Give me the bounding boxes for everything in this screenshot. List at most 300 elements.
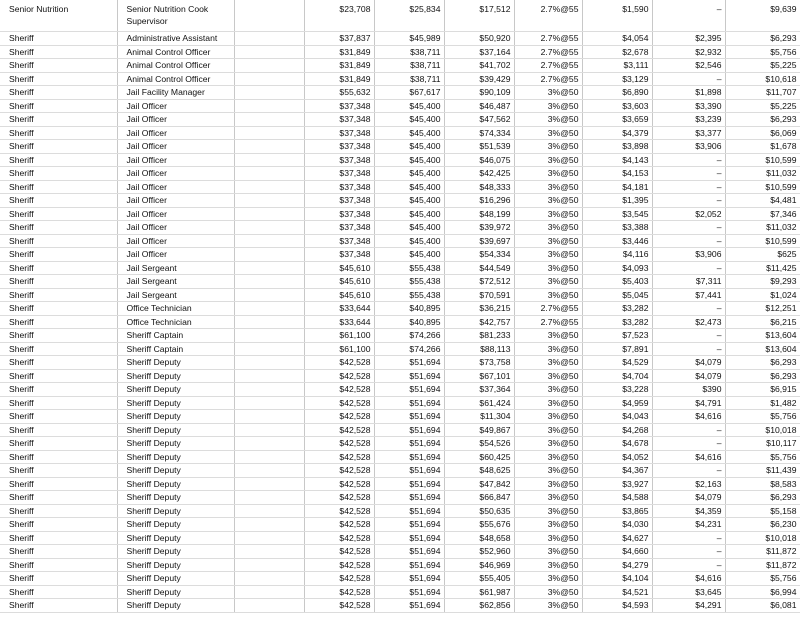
job-title-cell: Animal Control Officer — [117, 59, 234, 73]
min-salary-cell: $42,528 — [304, 437, 374, 451]
pension-formula-cell: 3%@50 — [514, 86, 582, 100]
overtime-cell: $4,079 — [652, 369, 725, 383]
actual-salary-cell: $46,487 — [444, 99, 514, 113]
benefits-cell: $7,346 — [725, 207, 800, 221]
job-title-cell: Sheriff Captain — [117, 342, 234, 356]
job-title-cell: Jail Officer — [117, 99, 234, 113]
actual-salary-cell: $48,199 — [444, 207, 514, 221]
pension-cost-cell: $4,043 — [582, 410, 652, 424]
overtime-cell: – — [652, 329, 725, 343]
min-salary-cell: $42,528 — [304, 396, 374, 410]
actual-salary-cell: $51,539 — [444, 140, 514, 154]
pension-formula-cell: 3%@50 — [514, 504, 582, 518]
table-row — [0, 437, 800, 451]
blank-cell — [234, 410, 304, 424]
max-salary-cell: $38,711 — [374, 45, 444, 59]
max-salary-cell: $51,694 — [374, 585, 444, 599]
overtime-cell: $4,359 — [652, 504, 725, 518]
max-salary-cell: $45,400 — [374, 167, 444, 181]
actual-salary-cell: $72,512 — [444, 275, 514, 289]
job-title-cell: Sheriff Deputy — [117, 558, 234, 572]
benefits-cell: $5,756 — [725, 450, 800, 464]
department-cell: Sheriff — [0, 464, 117, 478]
benefits-cell: $10,018 — [725, 531, 800, 545]
pension-formula-cell: 2.7%@55 — [514, 59, 582, 73]
min-salary-cell: $37,348 — [304, 113, 374, 127]
job-title-cell: Sheriff Deputy — [117, 369, 234, 383]
blank-cell — [234, 437, 304, 451]
blank-cell — [234, 261, 304, 275]
pension-cost-cell: $3,603 — [582, 99, 652, 113]
pension-formula-cell: 2.7%@55 — [514, 45, 582, 59]
department-cell: Sheriff — [0, 126, 117, 140]
actual-salary-cell: $61,424 — [444, 396, 514, 410]
actual-salary-cell: $48,333 — [444, 180, 514, 194]
blank-cell — [234, 180, 304, 194]
department-cell: Sheriff — [0, 396, 117, 410]
overtime-cell: – — [652, 437, 725, 451]
blank-cell — [234, 288, 304, 302]
benefits-cell: $11,872 — [725, 545, 800, 559]
pension-cost-cell: $4,521 — [582, 585, 652, 599]
pension-cost-cell: $4,181 — [582, 180, 652, 194]
job-title-cell: Jail Officer — [117, 221, 234, 235]
pension-cost-cell: $4,379 — [582, 126, 652, 140]
department-cell: Senior Nutrition — [0, 0, 117, 32]
department-cell: Sheriff — [0, 45, 117, 59]
max-salary-cell: $51,694 — [374, 437, 444, 451]
job-title-cell: Sheriff Deputy — [117, 531, 234, 545]
max-salary-cell: $51,694 — [374, 369, 444, 383]
job-title-cell: Sheriff Deputy — [117, 464, 234, 478]
department-cell: Sheriff — [0, 194, 117, 208]
pension-formula-cell: 3%@50 — [514, 572, 582, 586]
pension-formula-cell: 2.7%@55 — [514, 0, 582, 32]
table-row — [0, 302, 800, 316]
job-title-cell: Jail Officer — [117, 153, 234, 167]
pension-cost-cell: $3,388 — [582, 221, 652, 235]
department-cell: Sheriff — [0, 423, 117, 437]
pension-cost-cell: $4,627 — [582, 531, 652, 545]
blank-cell — [234, 477, 304, 491]
table-row — [0, 0, 800, 32]
blank-cell — [234, 72, 304, 86]
blank-cell — [234, 32, 304, 46]
actual-salary-cell: $73,758 — [444, 356, 514, 370]
max-salary-cell: $74,266 — [374, 329, 444, 343]
department-cell: Sheriff — [0, 342, 117, 356]
blank-cell — [234, 531, 304, 545]
overtime-cell: $4,231 — [652, 518, 725, 532]
table-row — [0, 518, 800, 532]
min-salary-cell: $31,849 — [304, 59, 374, 73]
table-row — [0, 248, 800, 262]
pension-formula-cell: 3%@50 — [514, 410, 582, 424]
min-salary-cell: $42,528 — [304, 410, 374, 424]
blank-cell — [234, 342, 304, 356]
pension-formula-cell: 3%@50 — [514, 99, 582, 113]
blank-cell — [234, 315, 304, 329]
pension-formula-cell: 3%@50 — [514, 275, 582, 289]
job-title-cell: Senior Nutrition Cook Supervisor — [117, 0, 234, 32]
actual-salary-cell: $47,842 — [444, 477, 514, 491]
department-cell: Sheriff — [0, 383, 117, 397]
job-title-cell: Jail Officer — [117, 140, 234, 154]
pension-formula-cell: 3%@50 — [514, 464, 582, 478]
blank-cell — [234, 329, 304, 343]
department-cell: Sheriff — [0, 315, 117, 329]
max-salary-cell: $51,694 — [374, 477, 444, 491]
overtime-cell: $3,377 — [652, 126, 725, 140]
pension-cost-cell: $3,659 — [582, 113, 652, 127]
max-salary-cell: $51,694 — [374, 572, 444, 586]
benefits-cell: $5,158 — [725, 504, 800, 518]
department-cell: Sheriff — [0, 356, 117, 370]
department-cell: Sheriff — [0, 491, 117, 505]
table-row — [0, 410, 800, 424]
overtime-cell: $4,791 — [652, 396, 725, 410]
table-row — [0, 329, 800, 343]
overtime-cell: $3,239 — [652, 113, 725, 127]
pension-cost-cell: $4,678 — [582, 437, 652, 451]
overtime-cell: – — [652, 72, 725, 86]
pension-cost-cell: $4,704 — [582, 369, 652, 383]
blank-cell — [234, 423, 304, 437]
blank-cell — [234, 194, 304, 208]
min-salary-cell: $42,528 — [304, 504, 374, 518]
overtime-cell: – — [652, 531, 725, 545]
overtime-cell: $2,932 — [652, 45, 725, 59]
job-title-cell: Jail Officer — [117, 207, 234, 221]
pension-cost-cell: $7,523 — [582, 329, 652, 343]
pension-cost-cell: $4,529 — [582, 356, 652, 370]
benefits-cell: $1,482 — [725, 396, 800, 410]
department-cell: Sheriff — [0, 410, 117, 424]
job-title-cell: Sheriff Deputy — [117, 477, 234, 491]
actual-salary-cell: $42,757 — [444, 315, 514, 329]
pension-formula-cell: 3%@50 — [514, 329, 582, 343]
benefits-cell: $6,215 — [725, 315, 800, 329]
table-row — [0, 221, 800, 235]
benefits-cell: $10,599 — [725, 234, 800, 248]
pension-cost-cell: $5,403 — [582, 275, 652, 289]
pension-cost-cell: $3,111 — [582, 59, 652, 73]
actual-salary-cell: $48,658 — [444, 531, 514, 545]
pension-formula-cell: 3%@50 — [514, 585, 582, 599]
overtime-cell: – — [652, 545, 725, 559]
benefits-cell: $6,081 — [725, 599, 800, 613]
table-row — [0, 464, 800, 478]
benefits-cell: $5,756 — [725, 45, 800, 59]
benefits-cell: $10,018 — [725, 423, 800, 437]
blank-cell — [234, 113, 304, 127]
table-row — [0, 234, 800, 248]
actual-salary-cell: $42,425 — [444, 167, 514, 181]
benefits-cell: $13,604 — [725, 342, 800, 356]
actual-salary-cell: $39,972 — [444, 221, 514, 235]
department-cell: Sheriff — [0, 207, 117, 221]
actual-salary-cell: $66,847 — [444, 491, 514, 505]
actual-salary-cell: $60,425 — [444, 450, 514, 464]
max-salary-cell: $51,694 — [374, 396, 444, 410]
department-cell: Sheriff — [0, 504, 117, 518]
actual-salary-cell: $50,920 — [444, 32, 514, 46]
blank-cell — [234, 302, 304, 316]
table-row — [0, 261, 800, 275]
max-salary-cell: $45,400 — [374, 140, 444, 154]
max-salary-cell: $40,895 — [374, 315, 444, 329]
pension-cost-cell: $4,054 — [582, 32, 652, 46]
job-title-cell: Sheriff Deputy — [117, 518, 234, 532]
department-cell: Sheriff — [0, 558, 117, 572]
max-salary-cell: $51,694 — [374, 545, 444, 559]
benefits-cell: $12,251 — [725, 302, 800, 316]
pension-formula-cell: 3%@50 — [514, 545, 582, 559]
department-cell: Sheriff — [0, 72, 117, 86]
blank-cell — [234, 99, 304, 113]
overtime-cell: $2,395 — [652, 32, 725, 46]
overtime-cell: – — [652, 558, 725, 572]
overtime-cell: $1,898 — [652, 86, 725, 100]
job-title-cell: Jail Sergeant — [117, 288, 234, 302]
pension-cost-cell: $1,590 — [582, 0, 652, 32]
table-row — [0, 113, 800, 127]
job-title-cell: Sheriff Deputy — [117, 585, 234, 599]
pension-formula-cell: 3%@50 — [514, 153, 582, 167]
job-title-cell: Animal Control Officer — [117, 72, 234, 86]
pension-formula-cell: 3%@50 — [514, 599, 582, 613]
actual-salary-cell: $16,296 — [444, 194, 514, 208]
actual-salary-cell: $81,233 — [444, 329, 514, 343]
max-salary-cell: $51,694 — [374, 531, 444, 545]
benefits-cell: $10,599 — [725, 153, 800, 167]
pension-formula-cell: 3%@50 — [514, 234, 582, 248]
benefits-cell: $1,678 — [725, 140, 800, 154]
department-cell: Sheriff — [0, 59, 117, 73]
pension-formula-cell: 3%@50 — [514, 342, 582, 356]
blank-cell — [234, 518, 304, 532]
min-salary-cell: $42,528 — [304, 356, 374, 370]
pension-formula-cell: 3%@50 — [514, 491, 582, 505]
benefits-cell: $6,293 — [725, 491, 800, 505]
benefits-cell: $11,425 — [725, 261, 800, 275]
min-salary-cell: $37,348 — [304, 207, 374, 221]
job-title-cell: Jail Officer — [117, 180, 234, 194]
pension-cost-cell: $3,282 — [582, 302, 652, 316]
overtime-cell: – — [652, 167, 725, 181]
actual-salary-cell: $55,405 — [444, 572, 514, 586]
overtime-cell: $2,163 — [652, 477, 725, 491]
max-salary-cell: $40,895 — [374, 302, 444, 316]
table-row — [0, 423, 800, 437]
department-cell: Sheriff — [0, 234, 117, 248]
actual-salary-cell: $54,334 — [444, 248, 514, 262]
max-salary-cell: $51,694 — [374, 464, 444, 478]
max-salary-cell: $51,694 — [374, 504, 444, 518]
benefits-cell: $4,481 — [725, 194, 800, 208]
pension-formula-cell: 3%@50 — [514, 369, 582, 383]
min-salary-cell: $33,644 — [304, 302, 374, 316]
min-salary-cell: $37,348 — [304, 248, 374, 262]
pension-formula-cell: 3%@50 — [514, 531, 582, 545]
actual-salary-cell: $88,113 — [444, 342, 514, 356]
job-title-cell: Sheriff Deputy — [117, 572, 234, 586]
overtime-cell: $3,906 — [652, 248, 725, 262]
table-row — [0, 545, 800, 559]
pension-cost-cell: $3,898 — [582, 140, 652, 154]
pension-cost-cell: $3,282 — [582, 315, 652, 329]
table-row — [0, 275, 800, 289]
job-title-cell: Sheriff Captain — [117, 329, 234, 343]
pension-cost-cell: $4,660 — [582, 545, 652, 559]
pension-formula-cell: 3%@50 — [514, 167, 582, 181]
overtime-cell: – — [652, 261, 725, 275]
blank-cell — [234, 140, 304, 154]
actual-salary-cell: $39,697 — [444, 234, 514, 248]
table-row — [0, 288, 800, 302]
blank-cell — [234, 396, 304, 410]
pension-cost-cell: $6,890 — [582, 86, 652, 100]
overtime-cell: – — [652, 423, 725, 437]
actual-salary-cell: $55,676 — [444, 518, 514, 532]
department-cell: Sheriff — [0, 531, 117, 545]
max-salary-cell: $51,694 — [374, 558, 444, 572]
overtime-cell: – — [652, 153, 725, 167]
pension-cost-cell: $4,104 — [582, 572, 652, 586]
actual-salary-cell: $37,364 — [444, 383, 514, 397]
min-salary-cell: $37,348 — [304, 194, 374, 208]
job-title-cell: Sheriff Deputy — [117, 491, 234, 505]
benefits-cell: $5,756 — [725, 572, 800, 586]
actual-salary-cell: $17,512 — [444, 0, 514, 32]
actual-salary-cell: $74,334 — [444, 126, 514, 140]
overtime-cell: $2,546 — [652, 59, 725, 73]
job-title-cell: Sheriff Deputy — [117, 437, 234, 451]
actual-salary-cell: $46,075 — [444, 153, 514, 167]
table-row — [0, 153, 800, 167]
benefits-cell: $6,994 — [725, 585, 800, 599]
job-title-cell: Sheriff Deputy — [117, 356, 234, 370]
actual-salary-cell: $11,304 — [444, 410, 514, 424]
min-salary-cell: $61,100 — [304, 342, 374, 356]
department-cell: Sheriff — [0, 99, 117, 113]
max-salary-cell: $45,400 — [374, 248, 444, 262]
pension-cost-cell: $4,593 — [582, 599, 652, 613]
max-salary-cell: $45,400 — [374, 99, 444, 113]
max-salary-cell: $67,617 — [374, 86, 444, 100]
min-salary-cell: $37,348 — [304, 221, 374, 235]
min-salary-cell: $42,528 — [304, 383, 374, 397]
department-cell: Sheriff — [0, 518, 117, 532]
department-cell: Sheriff — [0, 437, 117, 451]
department-cell: Sheriff — [0, 180, 117, 194]
min-salary-cell: $42,528 — [304, 531, 374, 545]
job-title-cell: Sheriff Deputy — [117, 410, 234, 424]
min-salary-cell: $37,348 — [304, 153, 374, 167]
department-cell: Sheriff — [0, 599, 117, 613]
blank-cell — [234, 59, 304, 73]
min-salary-cell: $31,849 — [304, 45, 374, 59]
pension-cost-cell: $2,678 — [582, 45, 652, 59]
min-salary-cell: $42,528 — [304, 464, 374, 478]
pension-formula-cell: 3%@50 — [514, 207, 582, 221]
overtime-cell: – — [652, 221, 725, 235]
pension-formula-cell: 3%@50 — [514, 383, 582, 397]
overtime-cell: $3,906 — [652, 140, 725, 154]
table-row — [0, 585, 800, 599]
min-salary-cell: $42,528 — [304, 585, 374, 599]
pension-formula-cell: 3%@50 — [514, 558, 582, 572]
max-salary-cell: $45,400 — [374, 234, 444, 248]
blank-cell — [234, 153, 304, 167]
max-salary-cell: $51,694 — [374, 491, 444, 505]
department-cell: Sheriff — [0, 369, 117, 383]
benefits-cell: $5,225 — [725, 59, 800, 73]
pension-cost-cell: $4,279 — [582, 558, 652, 572]
actual-salary-cell: $54,526 — [444, 437, 514, 451]
max-salary-cell: $74,266 — [374, 342, 444, 356]
table-row — [0, 396, 800, 410]
table-row — [0, 450, 800, 464]
overtime-cell: – — [652, 0, 725, 32]
job-title-cell: Administrative Assistant — [117, 32, 234, 46]
pension-formula-cell: 2.7%@55 — [514, 302, 582, 316]
department-cell: Sheriff — [0, 329, 117, 343]
benefits-cell: $11,032 — [725, 221, 800, 235]
table-row — [0, 72, 800, 86]
pension-cost-cell: $7,891 — [582, 342, 652, 356]
actual-salary-cell: $52,960 — [444, 545, 514, 559]
job-title-cell: Sheriff Deputy — [117, 383, 234, 397]
department-cell: Sheriff — [0, 545, 117, 559]
benefits-cell: $11,439 — [725, 464, 800, 478]
overtime-cell: $2,473 — [652, 315, 725, 329]
min-salary-cell: $42,528 — [304, 572, 374, 586]
overtime-cell: – — [652, 180, 725, 194]
overtime-cell: $4,616 — [652, 410, 725, 424]
min-salary-cell: $42,528 — [304, 369, 374, 383]
department-cell: Sheriff — [0, 275, 117, 289]
pension-cost-cell: $3,865 — [582, 504, 652, 518]
benefits-cell: $11,032 — [725, 167, 800, 181]
table-row — [0, 342, 800, 356]
department-cell: Sheriff — [0, 248, 117, 262]
blank-cell — [234, 234, 304, 248]
pension-formula-cell: 2.7%@55 — [514, 32, 582, 46]
table-row — [0, 383, 800, 397]
max-salary-cell: $51,694 — [374, 450, 444, 464]
job-title-cell: Jail Sergeant — [117, 275, 234, 289]
overtime-cell: $7,311 — [652, 275, 725, 289]
table-row — [0, 504, 800, 518]
pension-cost-cell: $3,927 — [582, 477, 652, 491]
pension-cost-cell: $4,052 — [582, 450, 652, 464]
pension-cost-cell: $4,030 — [582, 518, 652, 532]
blank-cell — [234, 504, 304, 518]
benefits-cell: $6,293 — [725, 369, 800, 383]
min-salary-cell: $42,528 — [304, 599, 374, 613]
pension-formula-cell: 3%@50 — [514, 477, 582, 491]
department-cell: Sheriff — [0, 585, 117, 599]
max-salary-cell: $45,400 — [374, 126, 444, 140]
pension-formula-cell: 3%@50 — [514, 221, 582, 235]
blank-cell — [234, 599, 304, 613]
min-salary-cell: $37,348 — [304, 140, 374, 154]
department-cell: Sheriff — [0, 261, 117, 275]
job-title-cell: Sheriff Deputy — [117, 504, 234, 518]
table-row — [0, 207, 800, 221]
benefits-cell: $11,707 — [725, 86, 800, 100]
